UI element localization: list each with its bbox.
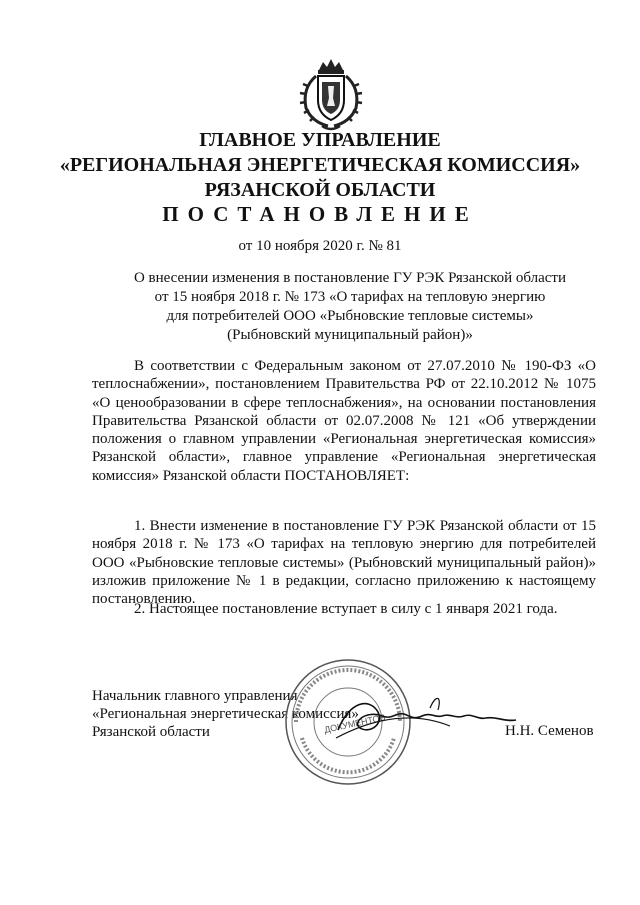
signatory-position-line-1: Начальник главного управления (92, 688, 298, 704)
resolution-item-2: 2. Настоящее постановление вступает в силу с 1 января 2021 года. (134, 601, 558, 617)
document-type-title: ПОСТАНОВЛЕНИЕ (162, 202, 478, 226)
document-date-number: от 10 ноября 2020 г. № 81 (238, 238, 402, 254)
preamble-paragraph: В соответствии с Федеральным законом от 27.07.2010 № 190-ФЗ «О теплоснабжении», постановлением Правительства РФ от 22.10.2012 № 1075 «О ценообразовании в сфере теплоснабжения», на основании постановления Правительства Рязанской области от 02.07.2008 № 121 «Об утверждении положения о главном управлении «Региональная энергетическая комиссия» Рязанской области», главное управление «Региональная энергетическая комиссия» Рязанской области ПОСТАНОВЛЯЕТ: (92, 358, 596, 484)
document-subject (90, 269, 610, 345)
stamp-text: ДОКУМЕНТОВ (323, 712, 387, 735)
issuing-authority (0, 128, 640, 203)
resolution-item-1: 1. Внести изменение в постановление ГУ РЭК Рязанской области от 15 ноября 2018 г. № 173 «О тарифах на тепловую энергию для потребителей ООО «Рыбновские тепловые системы» (Рыбновский муниципальный район)» изложив приложение № 1 в редакции, согласно приложению к настоящему постановлению. (92, 518, 596, 608)
authority-line-2: «РЕГИОНАЛЬНАЯ ЭНЕРГЕТИЧЕСКАЯ КОМИССИЯ» (59, 154, 581, 176)
signatory-position-line-2: «Региональная энергетическая комиссия» (92, 706, 359, 722)
handwritten-signature (330, 690, 520, 750)
authority-line-3: РЯЗАНСКОЙ ОБЛАСТИ (204, 179, 436, 201)
subject-line-3: для потребителей ООО «Рыбновские тепловые системы» (166, 308, 534, 324)
subject-line-1: О внесении изменения в постановление ГУ РЭК Рязанской области (133, 270, 567, 286)
authority-line-1: ГЛАВНОЕ УПРАВЛЕНИЕ (199, 129, 441, 151)
subject-line-2: от 15 ноября 2018 г. № 173 «О тарифах на тепловую энергию (154, 289, 546, 305)
subject-line-4: (Рыбновский муниципальный район)» (227, 327, 473, 343)
signatory-position-line-3: Рязанской области (92, 724, 210, 740)
coat-of-arms-emblem (292, 56, 370, 134)
signatory-name: Н.Н. Семенов (505, 723, 594, 739)
